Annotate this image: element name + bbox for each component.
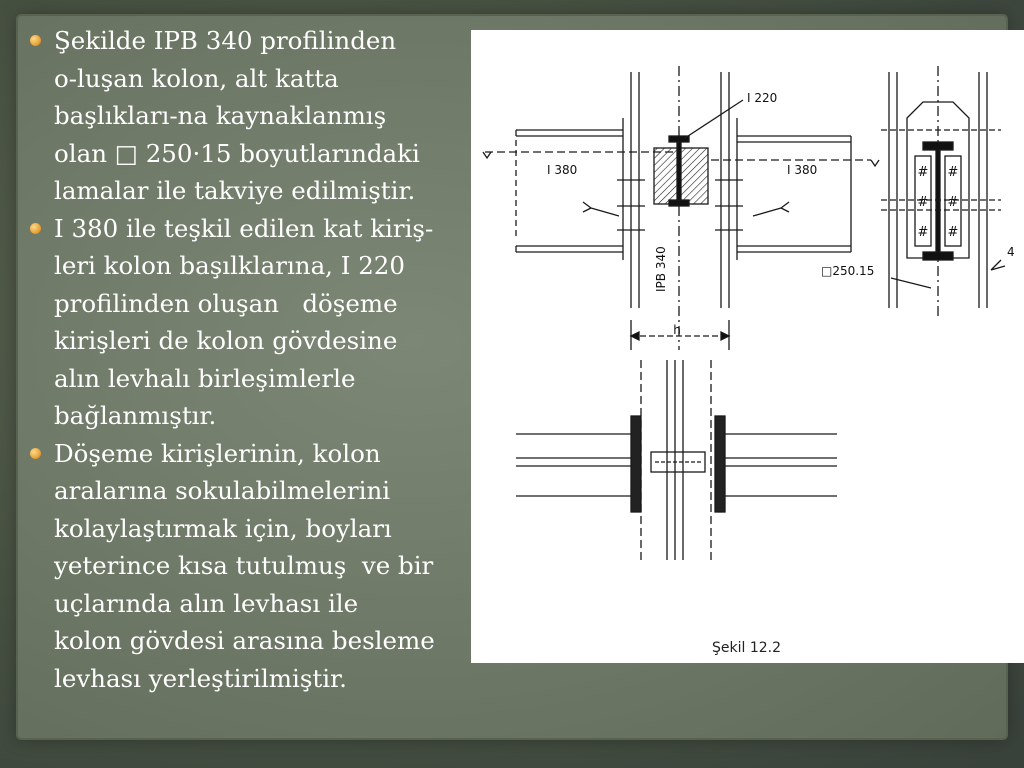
bullet-item-3 bbox=[30, 435, 470, 698]
bullet-line: bağlanmıştır. bbox=[54, 401, 217, 430]
bullet-line: Şekilde IPB 340 profilinden bbox=[54, 26, 397, 55]
svg-text:#: # bbox=[917, 165, 929, 180]
svg-text:#: # bbox=[947, 195, 959, 210]
bullet-item-1 bbox=[30, 22, 470, 210]
i220-leader bbox=[685, 100, 743, 138]
drawing-svg bbox=[471, 30, 1024, 663]
bullet-dot-icon bbox=[30, 448, 41, 459]
svg-text:#: # bbox=[917, 195, 929, 210]
bullet-line: başlıkları-na kaynaklanmış bbox=[54, 101, 387, 130]
technical-drawing bbox=[471, 30, 1024, 663]
bullet-line: kolaylaştırmak için, boyları bbox=[54, 513, 392, 543]
bullet-line: aralarına sokulabilmelerini bbox=[54, 476, 391, 505]
i220-flange bbox=[669, 200, 689, 206]
end-plate bbox=[631, 416, 641, 512]
bullet-line: levhası yerleştirilmiştir. bbox=[54, 663, 347, 693]
bullet-dot-icon bbox=[30, 223, 41, 234]
bullet-list bbox=[30, 22, 470, 697]
splice-plate bbox=[651, 452, 705, 472]
label-ipb340: IPB 340 bbox=[654, 246, 668, 292]
bullet-line: kolon gövdesi arasına besleme bbox=[54, 626, 435, 655]
label-i380-left: I 380 bbox=[547, 163, 578, 177]
bullet-line: o-luşan kolon, alt katta bbox=[54, 63, 339, 93]
bullet-line: olan □ 250·15 boyutlarındaki bbox=[54, 138, 420, 168]
bullet-line: I 380 ile teşkil edilen kat kiriş- bbox=[54, 213, 434, 243]
bullet-line: kirişleri de kolon gövdesine bbox=[54, 326, 398, 355]
i220-web bbox=[677, 142, 681, 200]
bullet-line: uçlarında alın levhası ile bbox=[54, 588, 359, 618]
end-plate bbox=[715, 416, 725, 512]
label-h: h bbox=[673, 323, 681, 337]
bullet-line: profilinden oluşan döşeme bbox=[54, 288, 398, 318]
svg-text:#: # bbox=[947, 225, 959, 240]
bullet-line: leri kolon başılklarına, I 220 bbox=[54, 251, 405, 280]
svg-text:#: # bbox=[947, 165, 959, 180]
bullet-line: Döşeme kirişlerinin, kolon bbox=[54, 438, 381, 468]
label-plate: □250.15 bbox=[821, 264, 875, 278]
bullet-line: alın levhalı birleşimlerle bbox=[54, 363, 356, 393]
bullet-line: yeterince kısa tutulmuş ve bir bbox=[54, 551, 434, 580]
figure-caption: Şekil 12.2 bbox=[712, 640, 782, 656]
label-i380-right: I 380 bbox=[787, 163, 818, 177]
label-weld: 4 bbox=[1007, 245, 1015, 259]
label-i220: I 220 bbox=[747, 91, 778, 105]
bullet-line: lamalar ile takviye edilmiştir. bbox=[54, 176, 416, 205]
bullet-dot-icon bbox=[30, 35, 41, 46]
bullet-item-2 bbox=[30, 210, 470, 435]
svg-text:#: # bbox=[917, 225, 929, 240]
